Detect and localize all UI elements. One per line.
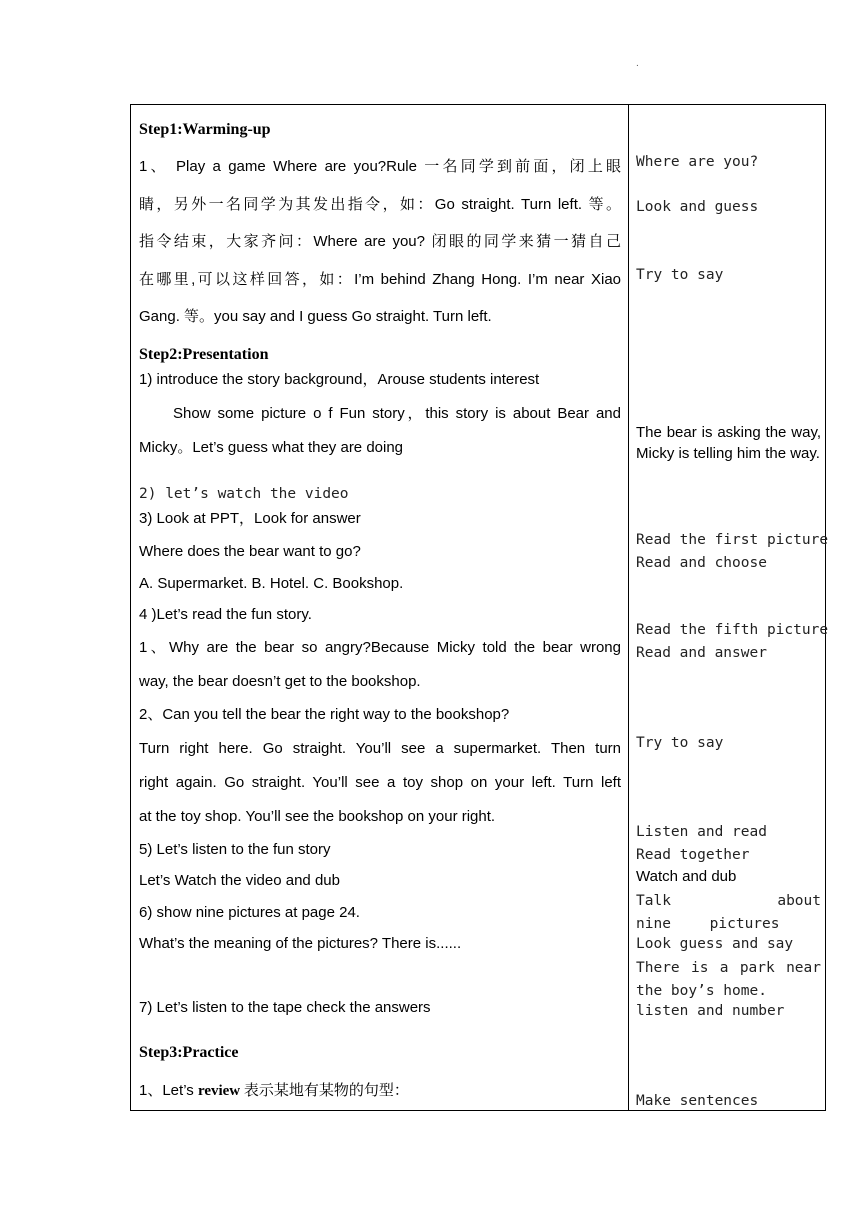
step1-line-4: 在哪里,可以这样回答，如：I’m behind Zhang Hong. I’m near Xiao xyxy=(139,271,621,288)
directions-line-1: Turn right here. Go straight. You’ll see a supermarket. Then turn xyxy=(139,740,621,757)
note-talk-nine: Talk about nine pictures xyxy=(636,893,821,932)
note-read-together: Read together xyxy=(636,847,750,863)
why-line-2: way, the bear doesn’t get to the bookshop. xyxy=(139,673,421,690)
note-where-are-you: Where are you? xyxy=(636,154,759,170)
listen-story-line: 5) Let’s listen to the fun story xyxy=(139,841,331,858)
show-line-1: Show some picture o f Fun story，this story is about Bear and xyxy=(173,405,621,422)
nine-pictures-line: 6) show nine pictures at page 24. xyxy=(139,904,360,921)
watch-video-line: 2) let’s watch the video xyxy=(139,486,349,502)
note-listen-number: listen and number xyxy=(636,1003,785,1019)
read-story-line: 4 )Let’s read the fun story. xyxy=(139,606,312,623)
note-bear-asking: The bear is asking the way, Micky is telling him the way. xyxy=(636,424,821,462)
directions-line-3: at the toy shop. You’ll see the bookshop on your right. xyxy=(139,808,496,825)
note-make-sentences: Make sentences xyxy=(636,1093,759,1109)
options-line: A. Supermarket. B. Hotel. C. Bookshop. xyxy=(139,575,404,592)
review-bold: review xyxy=(197,1083,241,1099)
tape-line: 7) Let’s listen to the tape check the answers xyxy=(139,999,431,1016)
note-try-to-say: Try to say xyxy=(636,267,724,283)
column-divider xyxy=(628,105,629,1110)
review-line xyxy=(139,1082,621,1100)
show-line-2: Micky。Let’s guess what they are doing xyxy=(139,439,404,456)
ppt-line: 3) Look at PPT，Look for answer xyxy=(139,510,361,527)
step1-heading: Step1:Warming-up xyxy=(139,121,271,138)
can-you-line: 2、Can you tell the bear the right way to the bookshop? xyxy=(139,706,510,723)
note-look-guess-say: Look guess and say xyxy=(636,936,794,952)
lesson-table xyxy=(130,104,829,1111)
intro-line: 1) introduce the story background，Arouse students interest xyxy=(139,371,540,388)
note-park-near: There is a park near the boy’s home. xyxy=(636,960,821,999)
step2-heading: Step2:Presentation xyxy=(139,346,269,363)
step1-line-1: 1、 Play a game Where are you?Rule 一名同学到前面，闭上眼 xyxy=(139,158,621,175)
review-suffix: 表示某地有某物的句型： xyxy=(240,1083,409,1099)
question-line: Where does the bear want to go? xyxy=(139,543,361,560)
note-look-and-guess: Look and guess xyxy=(636,199,759,215)
step1-line-5: Gang. 等。you say and I guess Go straight. Turn left. xyxy=(139,308,492,325)
review-prefix: 1、Let’s xyxy=(139,1082,198,1099)
step1-line-2: 睛，另外一名同学为其发出指令，如：Go straight. Turn left. 等。 xyxy=(139,196,621,213)
meaning-line: What’s the meaning of the pictures? There is...... xyxy=(139,935,462,952)
note-listen-read: Listen and read xyxy=(636,824,767,840)
note-read-answer: Read and answer xyxy=(636,645,767,661)
note-watch-dub: Watch and dub xyxy=(636,868,737,885)
step3-heading: Step3:Practice xyxy=(139,1044,239,1061)
note-fifth-picture: Read the fifth picture xyxy=(636,622,829,638)
dub-line: Let’s Watch the video and dub xyxy=(139,872,340,889)
why-line-1: 1、Why are the bear so angry?Because Micky told the bear wrong xyxy=(139,639,621,656)
directions-line-2: right again. Go straight. You’ll see a toy shop on your left. Turn left xyxy=(139,774,621,791)
note-first-picture: Read the first picture xyxy=(636,532,829,548)
note-read-choose: Read and choose xyxy=(636,555,767,571)
note-try-to-say-2: Try to say xyxy=(636,735,724,751)
step1-line-3: 指令结束，大家齐问：Where are you? 闭眼的同学来猜一猜自己 xyxy=(139,233,621,250)
page-dot: . xyxy=(636,58,639,69)
